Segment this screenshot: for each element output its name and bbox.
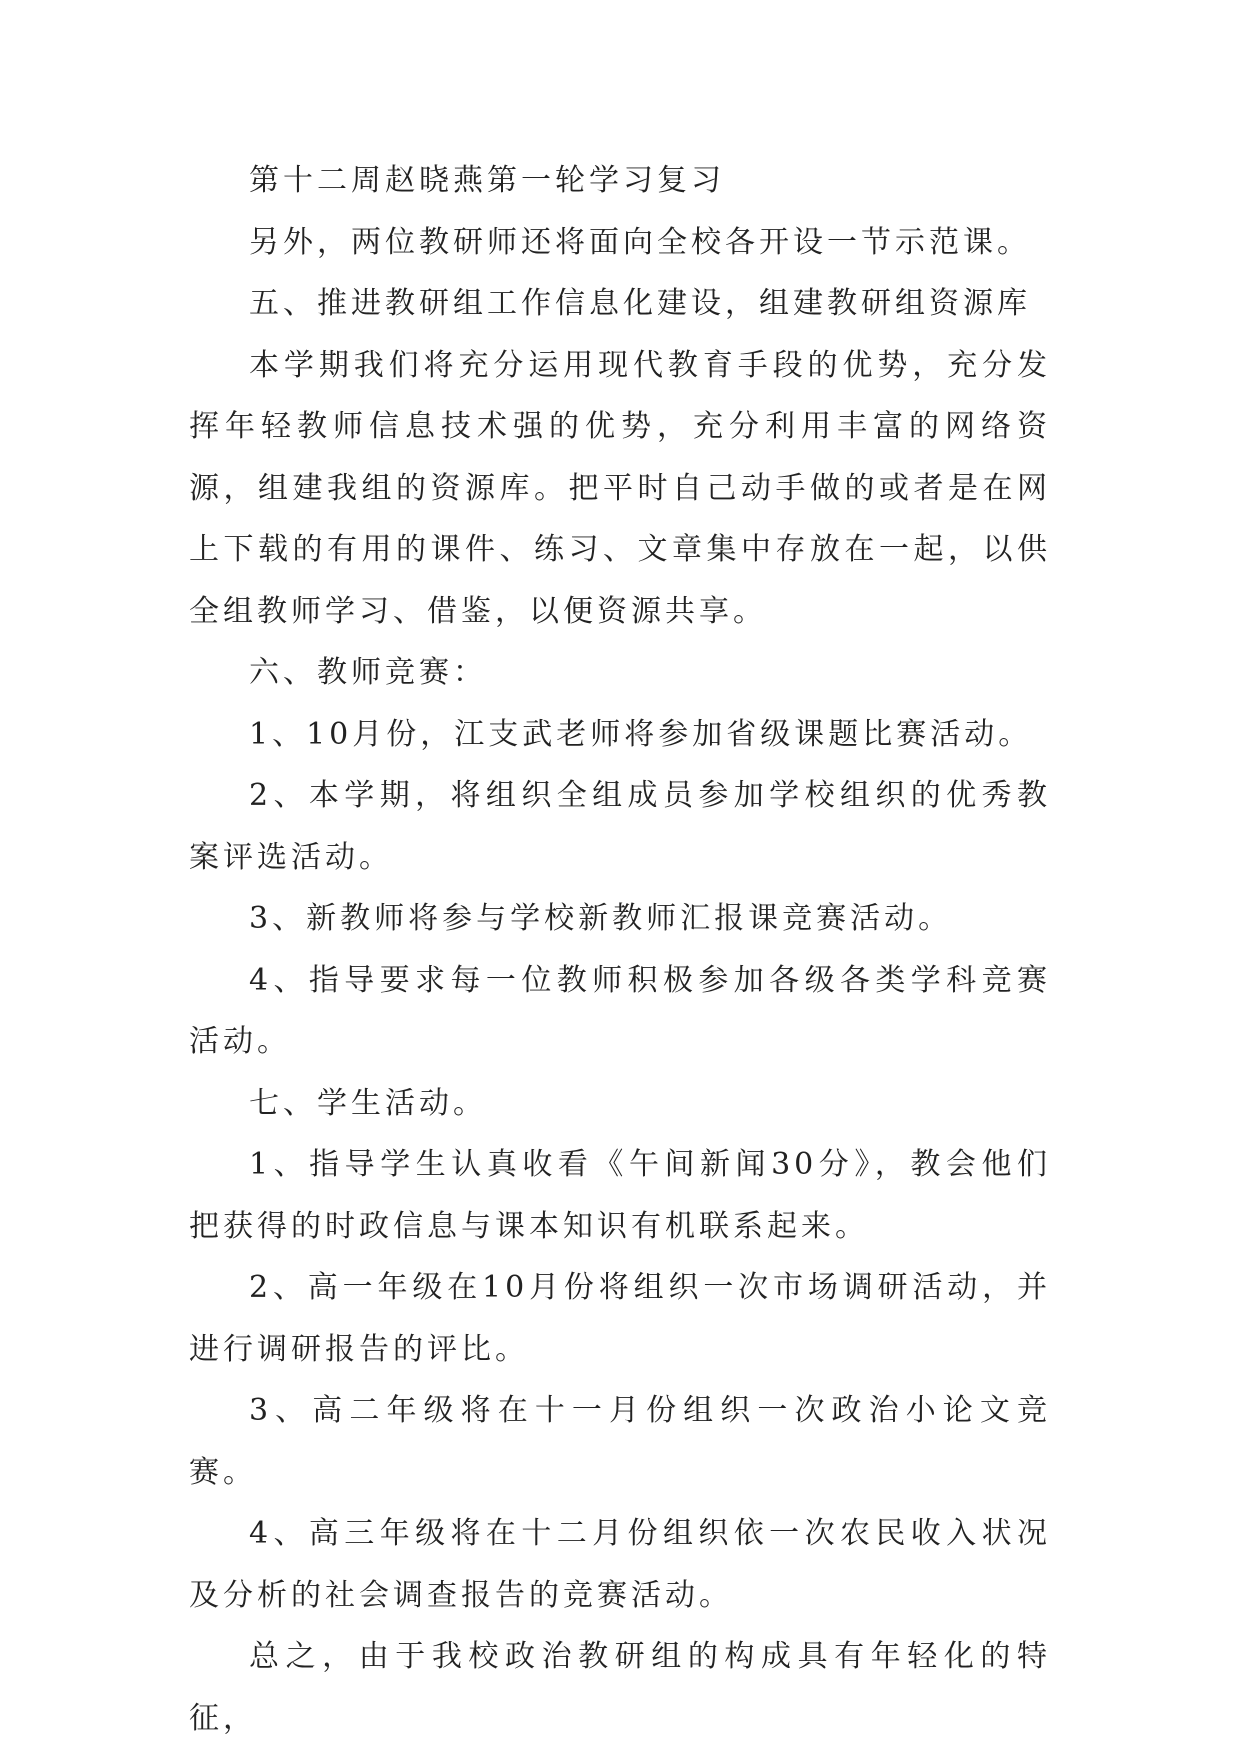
section-heading: 七、学生活动。 bbox=[249, 1085, 487, 1121]
list-item: 1、指导学生认真收看《午间新闻30分》，教会他们把获得的时政信息与课本知识有机联系起来。 bbox=[189, 1147, 1051, 1244]
section-heading: 六、教师竞赛： bbox=[249, 655, 487, 690]
list-item: 1、10月份，江支武老师将参加省级课题比赛活动。 bbox=[249, 716, 1033, 752]
list-item: 4、高三年级将在十二月份组织依一次农民收入状况及分析的社会调查报告的竞赛活动。 bbox=[189, 1516, 1051, 1613]
list-item: 2、本学期，将组织全组成员参加学校组织的优秀教案评选活动。 bbox=[189, 778, 1051, 875]
paragraph: 另外，两位教研师还将面向全校各开设一节示范课。 bbox=[249, 224, 1031, 260]
list-item: 3、新教师将参与学校新教师汇报课竞赛活动。 bbox=[249, 901, 953, 936]
section-heading: 五、推进教研组工作信息化建设，组建教研组资源库 bbox=[249, 286, 1031, 321]
list-item: 4、指导要求每一位教师积极参加各级各类学科竞赛活动。 bbox=[189, 962, 1051, 1059]
paragraph: 本学期我们将充分运用现代教育手段的优势，充分发挥年轻教师信息技术强的优势，充分利用丰富的网络资源，组建我组的资源库。把平时自己动手做的或者是在网上下载的有用的课件、练习、文章集中存放在一起，以供全组教师学习、借鉴，以便资源共享。 bbox=[189, 347, 1051, 629]
document-page bbox=[189, 150, 1051, 1749]
paragraph: 第十二周赵晓燕第一轮学习复习 bbox=[249, 163, 725, 198]
paragraph: 总之，由于我校政治教研组的构成具有年轻化的特征， bbox=[189, 1639, 1051, 1736]
list-item: 2、高一年级在10月份将组织一次市场调研活动，并进行调研报告的评比。 bbox=[189, 1270, 1051, 1367]
list-item: 3、高二年级将在十一月份组织一次政治小论文竞赛。 bbox=[189, 1393, 1051, 1490]
